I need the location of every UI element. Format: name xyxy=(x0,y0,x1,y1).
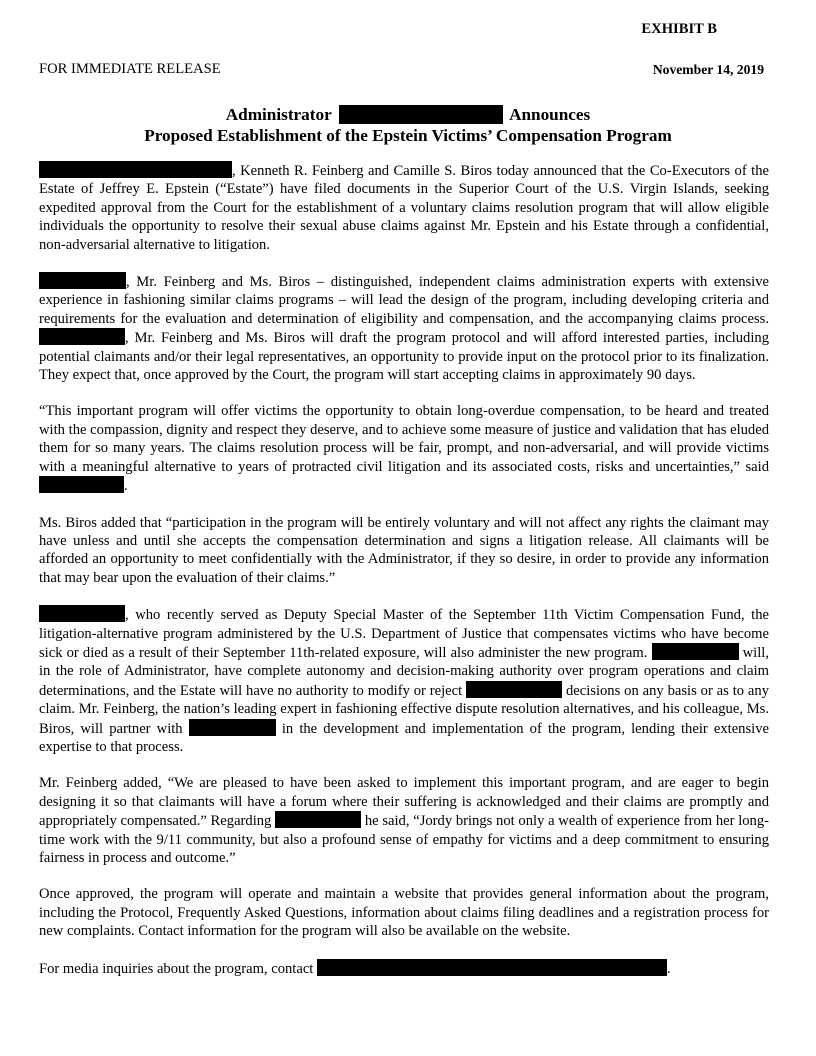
paragraph-text: he said, “Jordy brings not only a wealth of experience from her long-time work with the 9/11 community, but also a profound sense of empathy for victims and a deep commitment to ensuring fairness in process and outcome.” xyxy=(39,813,769,866)
paragraph-text: , Mr. Feinberg and Ms. Biros will draft the program protocol and will afford interested parties, including potential claimants and/or their legal representatives, an opportunity to provide input on the protocol prior to its finalization. They expect that, once approved by the Court, the program will start accepting claims in approximately 90 days. xyxy=(39,330,769,384)
paragraph-3 xyxy=(39,402,769,495)
paragraph-7: Once approved, the program will operate and maintain a website that provides general information about the program, including the Protocol, Frequently Asked Questions, information about claims filing deadlines and a registration process for new complaints. Contact information for the program will also be available on the website. xyxy=(39,886,769,940)
press-release-body xyxy=(39,161,769,996)
paragraph-text: , Kenneth R. Feinberg and Camille S. Biros today announced that the Co-Executors of the Estate of Jeffrey E. Epstein (“Estate”) have filed documents in the Superior Court of the U.S. Virgin Islands, seeking expedited approval from the Court for the establishment of a voluntary claims resolution program that will allow eligible individuals the opportunity to resolve their sexual abuse claims against Mr. Epstein and his Estate through a confidential, non-adversarial alternative to litigation. xyxy=(39,163,769,253)
paragraph-text: will, in the role of Administrator, have complete autonomy and decision-making authority over program operations and claim determinations, and the Estate will have no authority to modify or reject xyxy=(39,644,769,699)
paragraph-6 xyxy=(39,774,769,867)
paragraph-text: Mr. Feinberg added, “We are pleased to have been asked to implement this important program, and are eager to begin designing it so that claimants will have a forum where their suffering is acknowledged and their claims are promptly and appropriately compensated.” Regarding xyxy=(39,775,769,830)
redaction-block xyxy=(39,605,125,622)
paragraph-text: , Mr. Feinberg and Ms. Biros – distinguished, independent claims administration experts with extensive experience in fashioning similar claims programs – will lead the design of the program, including developing criteria and requirements for the evaluation and determination of eligibility and compensation, and the accompanying claims process. xyxy=(39,274,769,327)
exhibit-label: EXHIBIT B xyxy=(641,21,717,37)
redaction-block xyxy=(466,681,562,698)
paragraph-2 xyxy=(39,272,769,384)
title-suffix: Announces xyxy=(509,105,591,124)
paragraph-text: decisions on any basis or as to any claim. Mr. Feinberg, the nation’s leading expert in fashioning effective dispute resolution alternatives, and his colleague, Ms. Biros, will partner with xyxy=(39,682,770,737)
redaction-block xyxy=(39,272,126,289)
paragraph-1 xyxy=(39,161,769,254)
paragraph-4: Ms. Biros added that “participation in the program will be entirely voluntary and will not affect any rights the claimant may have unless and until she accepts the compensation determination and signs a litigation release. All claimants will be afforded an opportunity to meet confidentially with the Administrator, if they so desire, in order to provide any information that may bear upon the evaluation of their claims.” xyxy=(39,514,769,586)
redaction-block xyxy=(339,105,503,124)
title-line-1 xyxy=(0,104,816,125)
paragraph-text: in the development and implementation of the program, lending their extensive expertise to that process. xyxy=(39,720,769,755)
paragraph-8 xyxy=(39,959,769,978)
redaction-block xyxy=(189,719,276,736)
redaction-block xyxy=(317,959,667,976)
redaction-block xyxy=(39,161,232,178)
paragraph-5 xyxy=(39,605,769,756)
redaction-block xyxy=(275,811,361,828)
paragraph-text: For media inquiries about the program, contact xyxy=(39,960,314,977)
release-label: FOR IMMEDIATE RELEASE xyxy=(39,61,221,77)
title-line-2: Proposed Establishment of the Epstein Victims’ Compensation Program xyxy=(144,126,672,145)
redaction-block xyxy=(39,476,124,493)
paragraph-text: , who recently served as Deputy Special Master of the September 11th Victim Compensation Fund, the litigation-alternative program administered by the U.S. Department of Justice that compensates victims who have become sick or died as a result of their September 11th-related exposure, will also administer the new program. xyxy=(39,607,769,661)
paragraph-text: . xyxy=(124,478,128,495)
paragraph-text: . xyxy=(667,960,671,977)
redaction-block xyxy=(652,643,739,660)
redaction-block xyxy=(39,328,125,345)
paragraph-text: “This important program will offer victims the opportunity to obtain long-overdue compensation, to be heard and treated with the compassion, dignity and respect they deserve, and to achieve some measure of justice and validation that has eluded them for so many years. The claims resolution process will be fair, prompt, and non-adversarial, and will provide victims with a meaningful alternative to years of protracted civil litigation and its associated costs, risks and uncertainties,” said xyxy=(39,403,769,475)
release-date: November 14, 2019 xyxy=(652,62,764,77)
document-title xyxy=(0,104,816,146)
title-prefix: Administrator xyxy=(225,105,332,124)
